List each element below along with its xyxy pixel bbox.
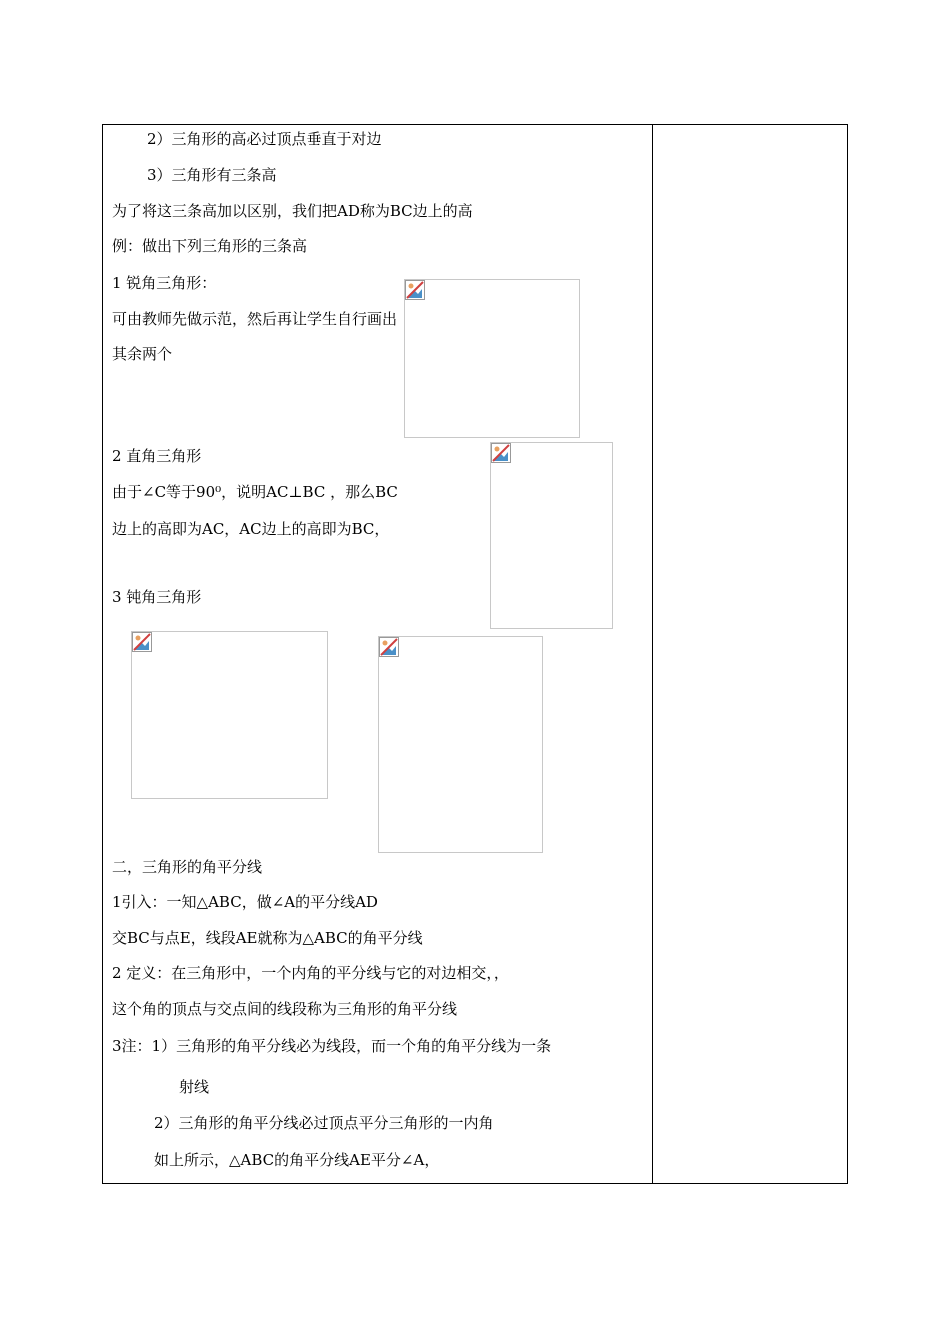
text-line: 为了将这三条高加以区别，我们把AD称为BC边上的高 xyxy=(112,202,473,220)
text-line: 3 钝角三角形 xyxy=(112,588,202,606)
text-line: 如上所示，△ABC的角平分线AE平分∠A， xyxy=(154,1151,440,1169)
text-line: 边上的高即为AC，AC边上的高即为BC， xyxy=(112,520,390,538)
text-line: 1 锐角三角形： xyxy=(112,274,217,292)
text-line: 其余两个 xyxy=(112,345,173,363)
image-placeholder xyxy=(378,636,543,853)
column-divider xyxy=(652,125,653,1183)
text-line: 2 定义：在三角形中，一个内角的平分线与它的对边相交，， xyxy=(112,964,509,982)
text-line: 2）三角形的高必过顶点垂直于对边 xyxy=(147,130,382,148)
image-placeholder xyxy=(131,631,328,799)
text-line: 1引入：一知△ABC，做∠A的平分线AD xyxy=(112,893,378,911)
text-line: 2）三角形的角平分线必过顶点平分三角形的一内角 xyxy=(154,1114,494,1132)
image-placeholder xyxy=(490,442,613,629)
text-line: 3注：1）三角形的角平分线必为线段，而一个角的角平分线为一条 xyxy=(112,1037,552,1055)
text-line: 3）三角形有三条高 xyxy=(147,166,277,184)
text-line: 2 直角三角形 xyxy=(112,447,202,465)
broken-image-icon xyxy=(405,280,425,300)
image-placeholder xyxy=(404,279,580,438)
broken-image-icon xyxy=(491,443,511,463)
text-line: 这个角的顶点与交点间的线段称为三角形的角平分线 xyxy=(112,1000,458,1018)
text-line: 二，三角形的角平分线 xyxy=(112,858,263,876)
text-line: 交BC与点E，线段AE就称为△ABC的角平分线 xyxy=(112,929,423,947)
text-line: 可由教师先做示范，然后再让学生自行画出 xyxy=(112,310,398,328)
text-line: 由于∠C等于90⁰，说明AC⊥BC ，那么BC xyxy=(112,483,398,501)
text-line: 例：做出下列三角形的三条高 xyxy=(112,237,308,255)
broken-image-icon xyxy=(132,632,152,652)
broken-image-icon xyxy=(379,637,399,657)
text-line: 射线 xyxy=(179,1078,210,1096)
